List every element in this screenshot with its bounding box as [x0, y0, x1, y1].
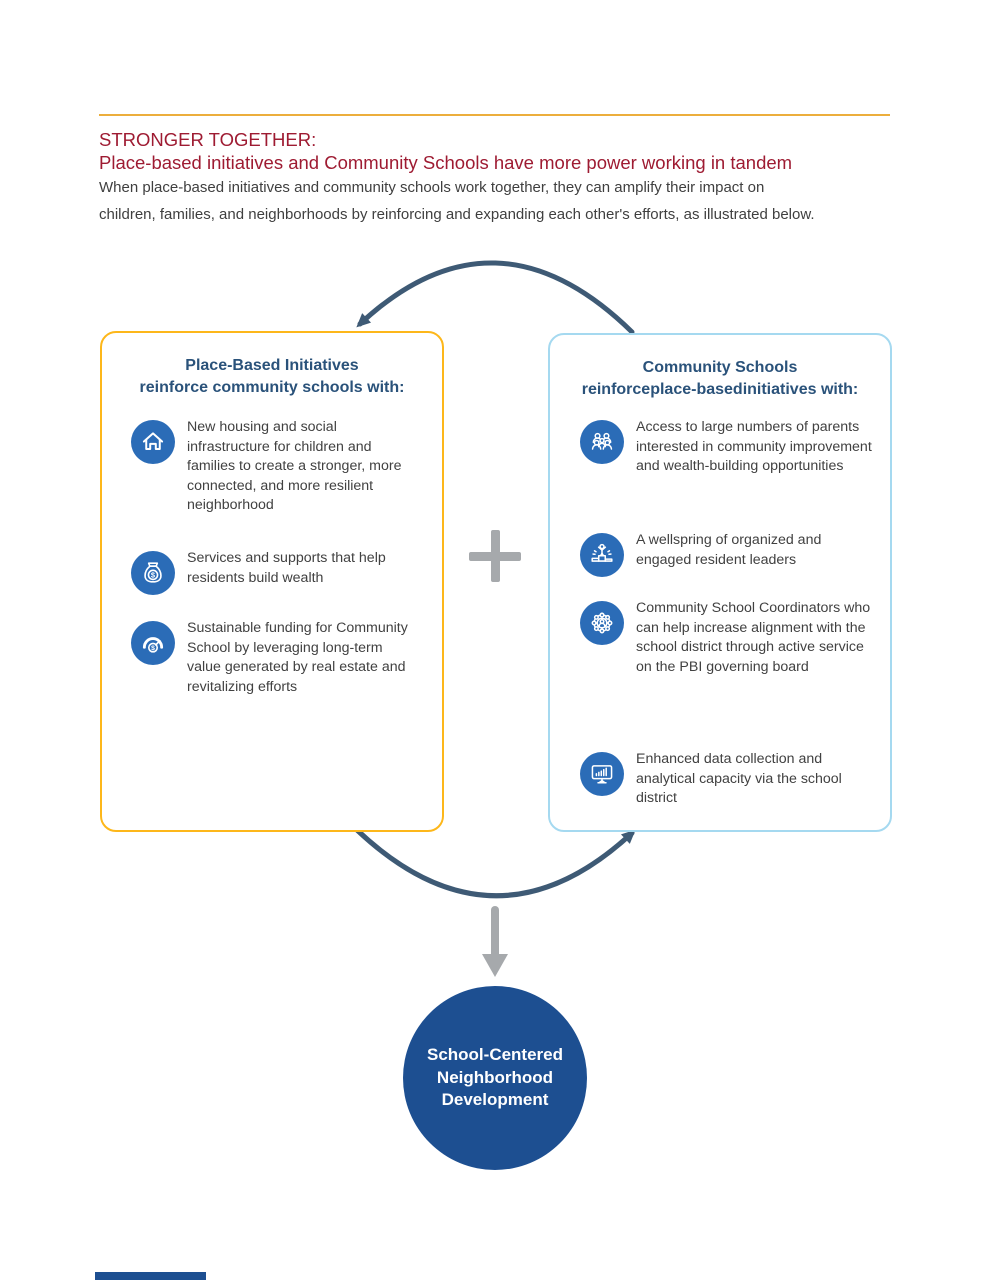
house-icon [131, 420, 175, 464]
resident-leader-icon [580, 533, 624, 577]
page-title-line1: STRONGER TOGETHER: [99, 129, 317, 150]
left-item-housing-text: New housing and social infrastructure for children and families to create a stronger, more connected, and more resilient neighborhood [187, 419, 402, 513]
community-schools-box [548, 333, 892, 832]
result-line2: Neighborhood [436, 1067, 554, 1087]
intro-line1: When place-based initiatives and community schools work together, they can amplify their impact on [99, 179, 765, 196]
left-box-title-line2: reinforce community schools with: [139, 379, 405, 396]
page-title-line2: Place-based initiatives and Community Schools have more power working in tandem [99, 152, 793, 173]
down-arrow [480, 905, 510, 980]
page-title [99, 128, 899, 174]
coordinator-network-icon [580, 601, 624, 645]
right-item-data-text: Enhanced data collection and analytical capacity via the school district [636, 751, 842, 806]
left-box-title-line1: Place-Based Initiatives [185, 357, 359, 374]
left-box-title [102, 355, 442, 399]
left-item-wealth-text: Services and supports that help residents build wealth [187, 550, 386, 586]
result-line3: Development [441, 1090, 549, 1110]
right-item-parents-text: Access to large numbers of parents interested in community improvement and wealth-building opportunities [636, 419, 872, 474]
left-item-funding-text: Sustainable funding for Community School by leveraging long-term value generated by real estate and revitalizing efforts [187, 620, 408, 695]
footer-accent-bar [95, 1272, 206, 1280]
gauge-dollar-icon [131, 621, 175, 665]
result-line1: School-Centered [426, 1045, 564, 1065]
data-monitor-icon [580, 752, 624, 796]
svg-text:$: $ [150, 570, 156, 580]
left-item-housing [131, 420, 415, 516]
intro-line2: children, families, and neighborhoods by reinforcing and expanding each other's efforts, as illustrated below. [99, 206, 815, 223]
right-item-parents [580, 420, 874, 477]
right-item-leaders-text: A wellspring of organized and engaged resident leaders [636, 532, 822, 568]
circular-arrow-bottom [340, 823, 650, 911]
school-centered-neighborhood-development-circle [403, 986, 587, 1170]
right-box-title [550, 357, 890, 401]
place-based-initiatives-box [100, 331, 444, 832]
right-item-coordinators-text: Community School Coordinators who can help increase alignment with the school district through active service on the PBI governing board [636, 600, 871, 675]
intro-paragraph [99, 174, 909, 228]
right-item-leaders [580, 533, 874, 577]
right-item-data [580, 752, 874, 809]
svg-text:$: $ [151, 645, 155, 653]
plus-sign [469, 530, 521, 582]
right-item-coordinators [580, 601, 874, 677]
money-bag-icon [131, 551, 175, 595]
circular-arrow-top [340, 252, 650, 340]
left-item-wealth [131, 551, 415, 595]
right-box-title-line2: reinforceplace-basedinitiatives with: [581, 381, 859, 398]
top-divider-rule [99, 114, 890, 116]
right-box-title-line1: Community Schools [642, 359, 798, 376]
left-item-funding [131, 621, 415, 697]
parents-group-icon [580, 420, 624, 464]
